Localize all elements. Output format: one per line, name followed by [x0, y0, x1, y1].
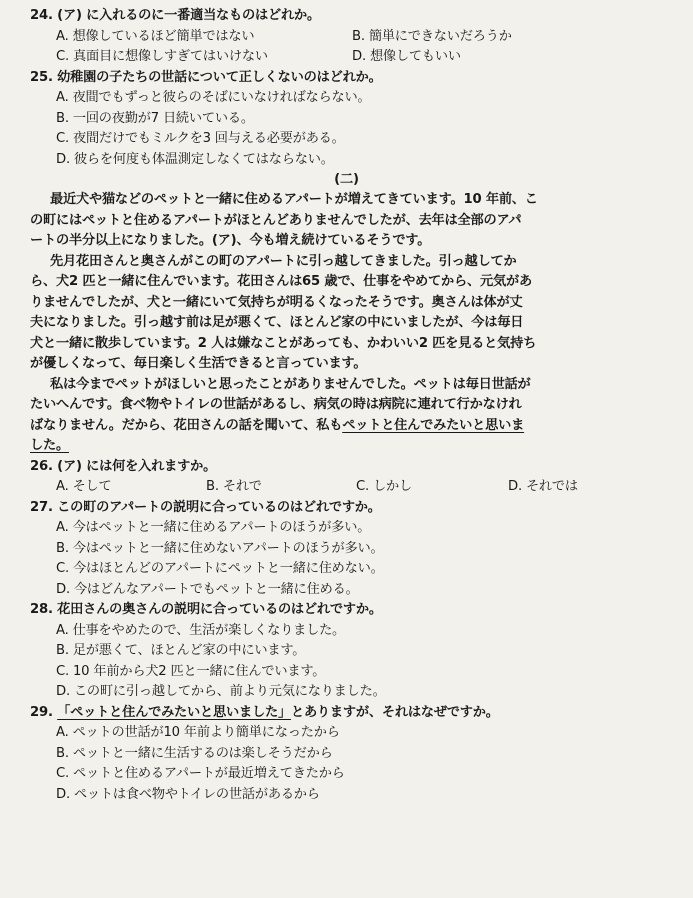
underlined-phrase-part-1: ペットと住んでみたいと思いま [342, 417, 525, 433]
question-27-stem: 27. この町のアパートの説明に合っているのはどれですか。 [30, 499, 381, 515]
passage-p2-line-6: が優しくなって、毎日楽しく生活できると言っています。 [30, 356, 367, 371]
question-27-option-b: B. 今はペットと一緒に住めないアパートのほうが多い。 [56, 540, 384, 556]
question-28-stem: 28. 花田さんの奥さんの説明に合っているのはどれですか。 [30, 602, 382, 617]
question-29-number: 29. [30, 704, 53, 720]
question-29-option-a: A. ペットの世話が10 年前より簡単になったから [56, 725, 340, 740]
question-29-stem [0, 703, 693, 724]
passage-p1-line-2: の町にはペットと住めるアパートがほとんどありませんでしたが、去年は全部のアパ [30, 212, 522, 228]
question-29-option-c: C. ペットと住めるアパートが最近増えてきたから [56, 766, 345, 781]
passage-p1-line-1: 最近犬や猫などのペットと一緒に住めるアパートが増えてきています。10 年前、こ [50, 192, 538, 207]
passage-p3-line-2: たいへんです。食べ物やトイレの世話があるし、病気の時は病院に連れて行かなけれ [30, 397, 522, 412]
question-28-option-a: A. 仕事をやめたので、生活が楽しくなりました。 [56, 622, 346, 638]
question-24-stem: 24. (ア) に入れるのに一番適当なものはどれか。 [30, 8, 320, 23]
question-27-option-a: A. 今はペットと一緒に住めるアパートのほうが多い。 [56, 520, 371, 535]
question-29-option-d: D. ペットは食べ物やトイレの世話があるから [56, 786, 320, 802]
question-28-option-b: B. 足が悪くて、ほとんど家の中にいます。 [56, 643, 306, 658]
question-26-option-d: D. それでは [508, 479, 578, 494]
question-26-option-c: C. しかし [356, 479, 412, 494]
passage-p3-line-4 [0, 436, 693, 457]
question-25-option-b: B. 一回の夜勤が7 日続いている。 [56, 110, 254, 126]
question-25-option-d: D. 彼らを何度も体温測定しなくてはならない。 [56, 151, 334, 167]
question-29-quote: 「ペットと住んでみたいと思いました」 [57, 704, 291, 720]
question-27-option-c: C. 今はほとんどのアパートにペットと一緒に住めない。 [56, 561, 384, 576]
question-25-option-c: C. 夜間だけでもミルクを3 回与える必要がある。 [56, 131, 345, 146]
passage-p2-line-1: 先月花田さんと奥さんがこの町のアパートに引っ越してきました。引っ越してか [50, 253, 517, 269]
question-26-options-row [0, 477, 693, 498]
passage-p3-line-3 [0, 416, 693, 437]
passage-p2-line-3: りませんでしたが、犬と一緒にいて気持ちが明るくなったそうです。奥さんは体が丈 [30, 294, 523, 310]
passage-p2-line-4: 夫になりました。引っ越す前は足が悪くて、ほとんど家の中にいましたが、今は毎日 [30, 315, 524, 330]
question-26-stem: 26. (ア) には何を入れますか。 [30, 458, 217, 474]
question-25-option-a: A. 夜間でもずっと彼らのそばにいなければならない。 [56, 90, 371, 105]
question-24-option-d: D. 想像してもいい [352, 49, 461, 64]
question-24-options-row-2 [0, 47, 693, 68]
question-24-option-c: C. 真面目に想像しすぎてはいけない [56, 49, 268, 64]
question-29-stem-text: とありますが、それはなぜですか。 [290, 704, 499, 720]
underlined-phrase-part-2: した。 [30, 438, 69, 453]
question-25-stem: 25. 幼稚園の子たちの世話について正しくないのはどれか。 [30, 69, 382, 85]
question-28-option-c: C. 10 年前から犬2 匹と一緒に住んでいます。 [56, 663, 326, 679]
question-24-option-b: B. 簡単にできないだろうか [352, 28, 512, 44]
question-26-option-a: A. そして [56, 479, 112, 494]
passage-p1-line-3: ートの半分以上になりました。(ア)、今も増え続けているそうです。 [30, 233, 431, 248]
passage-p2-line-2: ら、犬2 匹と一緒に住んでいます。花田さんは65 歳で、仕事をやめてから、元気があ [30, 274, 532, 289]
question-26-option-b: B. それで [206, 479, 262, 494]
question-24-option-a: A. 想像しているほど簡単ではない [56, 28, 255, 44]
question-28-option-d: D. この町に引っ越してから、前より元気になりました。 [56, 684, 386, 699]
question-27-option-d: D. 今はどんなアパートでもペットと一緒に住める。 [56, 581, 359, 597]
passage-p3-line-3-text: ばなりません。だから、花田さんの話を聞いて、私も [30, 417, 343, 433]
question-24-options-row-1 [0, 27, 693, 48]
passage-p3-line-1: 私は今までペットがほしいと思ったことがありませんでした。ペットは毎日世話が [50, 376, 531, 392]
passage-p2-line-5: 犬と一緒に散歩しています。2 人は嫌なことがあっても、かわいい2 匹を見ると気持ち [30, 335, 537, 351]
question-29-option-b: B. ペットと一緒に生活するのは楽しそうだから [56, 745, 333, 761]
section-title: (二) [334, 172, 359, 187]
